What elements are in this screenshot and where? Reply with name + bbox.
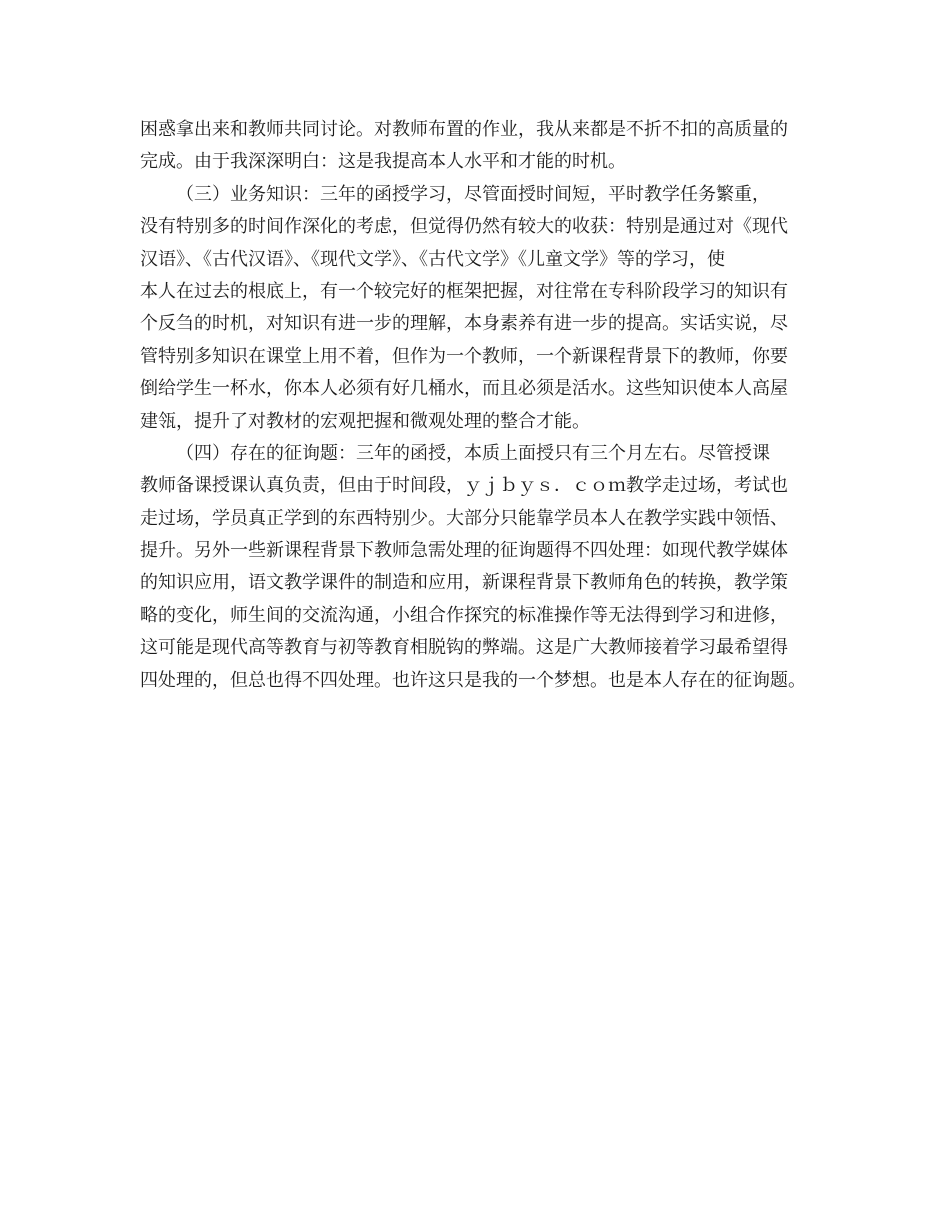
text-line: 走过场，学员真正学到的东西特别少。大部分只能靠学员本人在教学实践中领悟、 [140, 507, 788, 529]
text-line: 提升。另外一些新课程背景下教师急需处理的征询题得不四处理：如现代教学媒体 [140, 540, 788, 562]
text-line: 管特别多知识在课堂上用不着，但作为一个教师，一个新课程背景下的教师，你要 [140, 345, 788, 367]
text-line: 本人在过去的根底上，有一个较完好的框架把握，对往常在专科阶段学习的知识有 [140, 280, 788, 302]
text-line: 完成。由于我深深明白：这是我提高本人水平和才能的时机。 [140, 151, 626, 173]
text-line: 教师备课授课认真负责，但由于时间段，ｙｊｂｙｓ．ｃｏｍ教学走过场，考试也 [140, 475, 788, 497]
text-line: 这可能是现代高等教育与初等教育相脱钩的弊端。这是广大教师接着学习最希望得 [140, 637, 788, 659]
text-line: （四）存在的征询题：三年的函授，本质上面授只有三个月左右。尽管授课 [176, 442, 770, 464]
text-line: 个反刍的时机，对知识有进一步的理解，本身素养有进一步的提高。实话实说，尽 [140, 313, 788, 335]
text-line: 的知识应用，语文教学课件的制造和应用，新课程背景下教师角色的转换，教学策 [140, 572, 788, 594]
text-line: （三）业务知识：三年的函授学习，尽管面授时间短，平时教学任务繁重， [176, 183, 770, 205]
text-line: 汉语》、《古代汉语》、《现代文学》、《古代文学》《儿童文学》等的学习，使 [140, 248, 725, 270]
text-line: 困惑拿出来和教师共同讨论。对教师布置的作业，我从来都是不折不扣的高质量的 [140, 119, 788, 140]
text-line: 没有特别多的时间作深化的考虑，但觉得仍然有较大的收获：特别是通过对《现代 [140, 216, 788, 238]
body-text [140, 114, 840, 697]
text-line: 四处理的，但总也得不四处理。也许这只是我的一个梦想。也是本人存在的征询题。 [140, 669, 806, 691]
text-line: 建瓴，提升了对教材的宏观把握和微观处理的整合才能。 [140, 410, 590, 432]
text-line: 略的变化，师生间的交流沟通，小组合作探究的标准操作等无法得到学习和进修， [140, 604, 788, 626]
text-line: 倒给学生一杯水，你本人必须有好几桶水，而且必须是活水。这些知识使本人高屋 [140, 378, 788, 400]
